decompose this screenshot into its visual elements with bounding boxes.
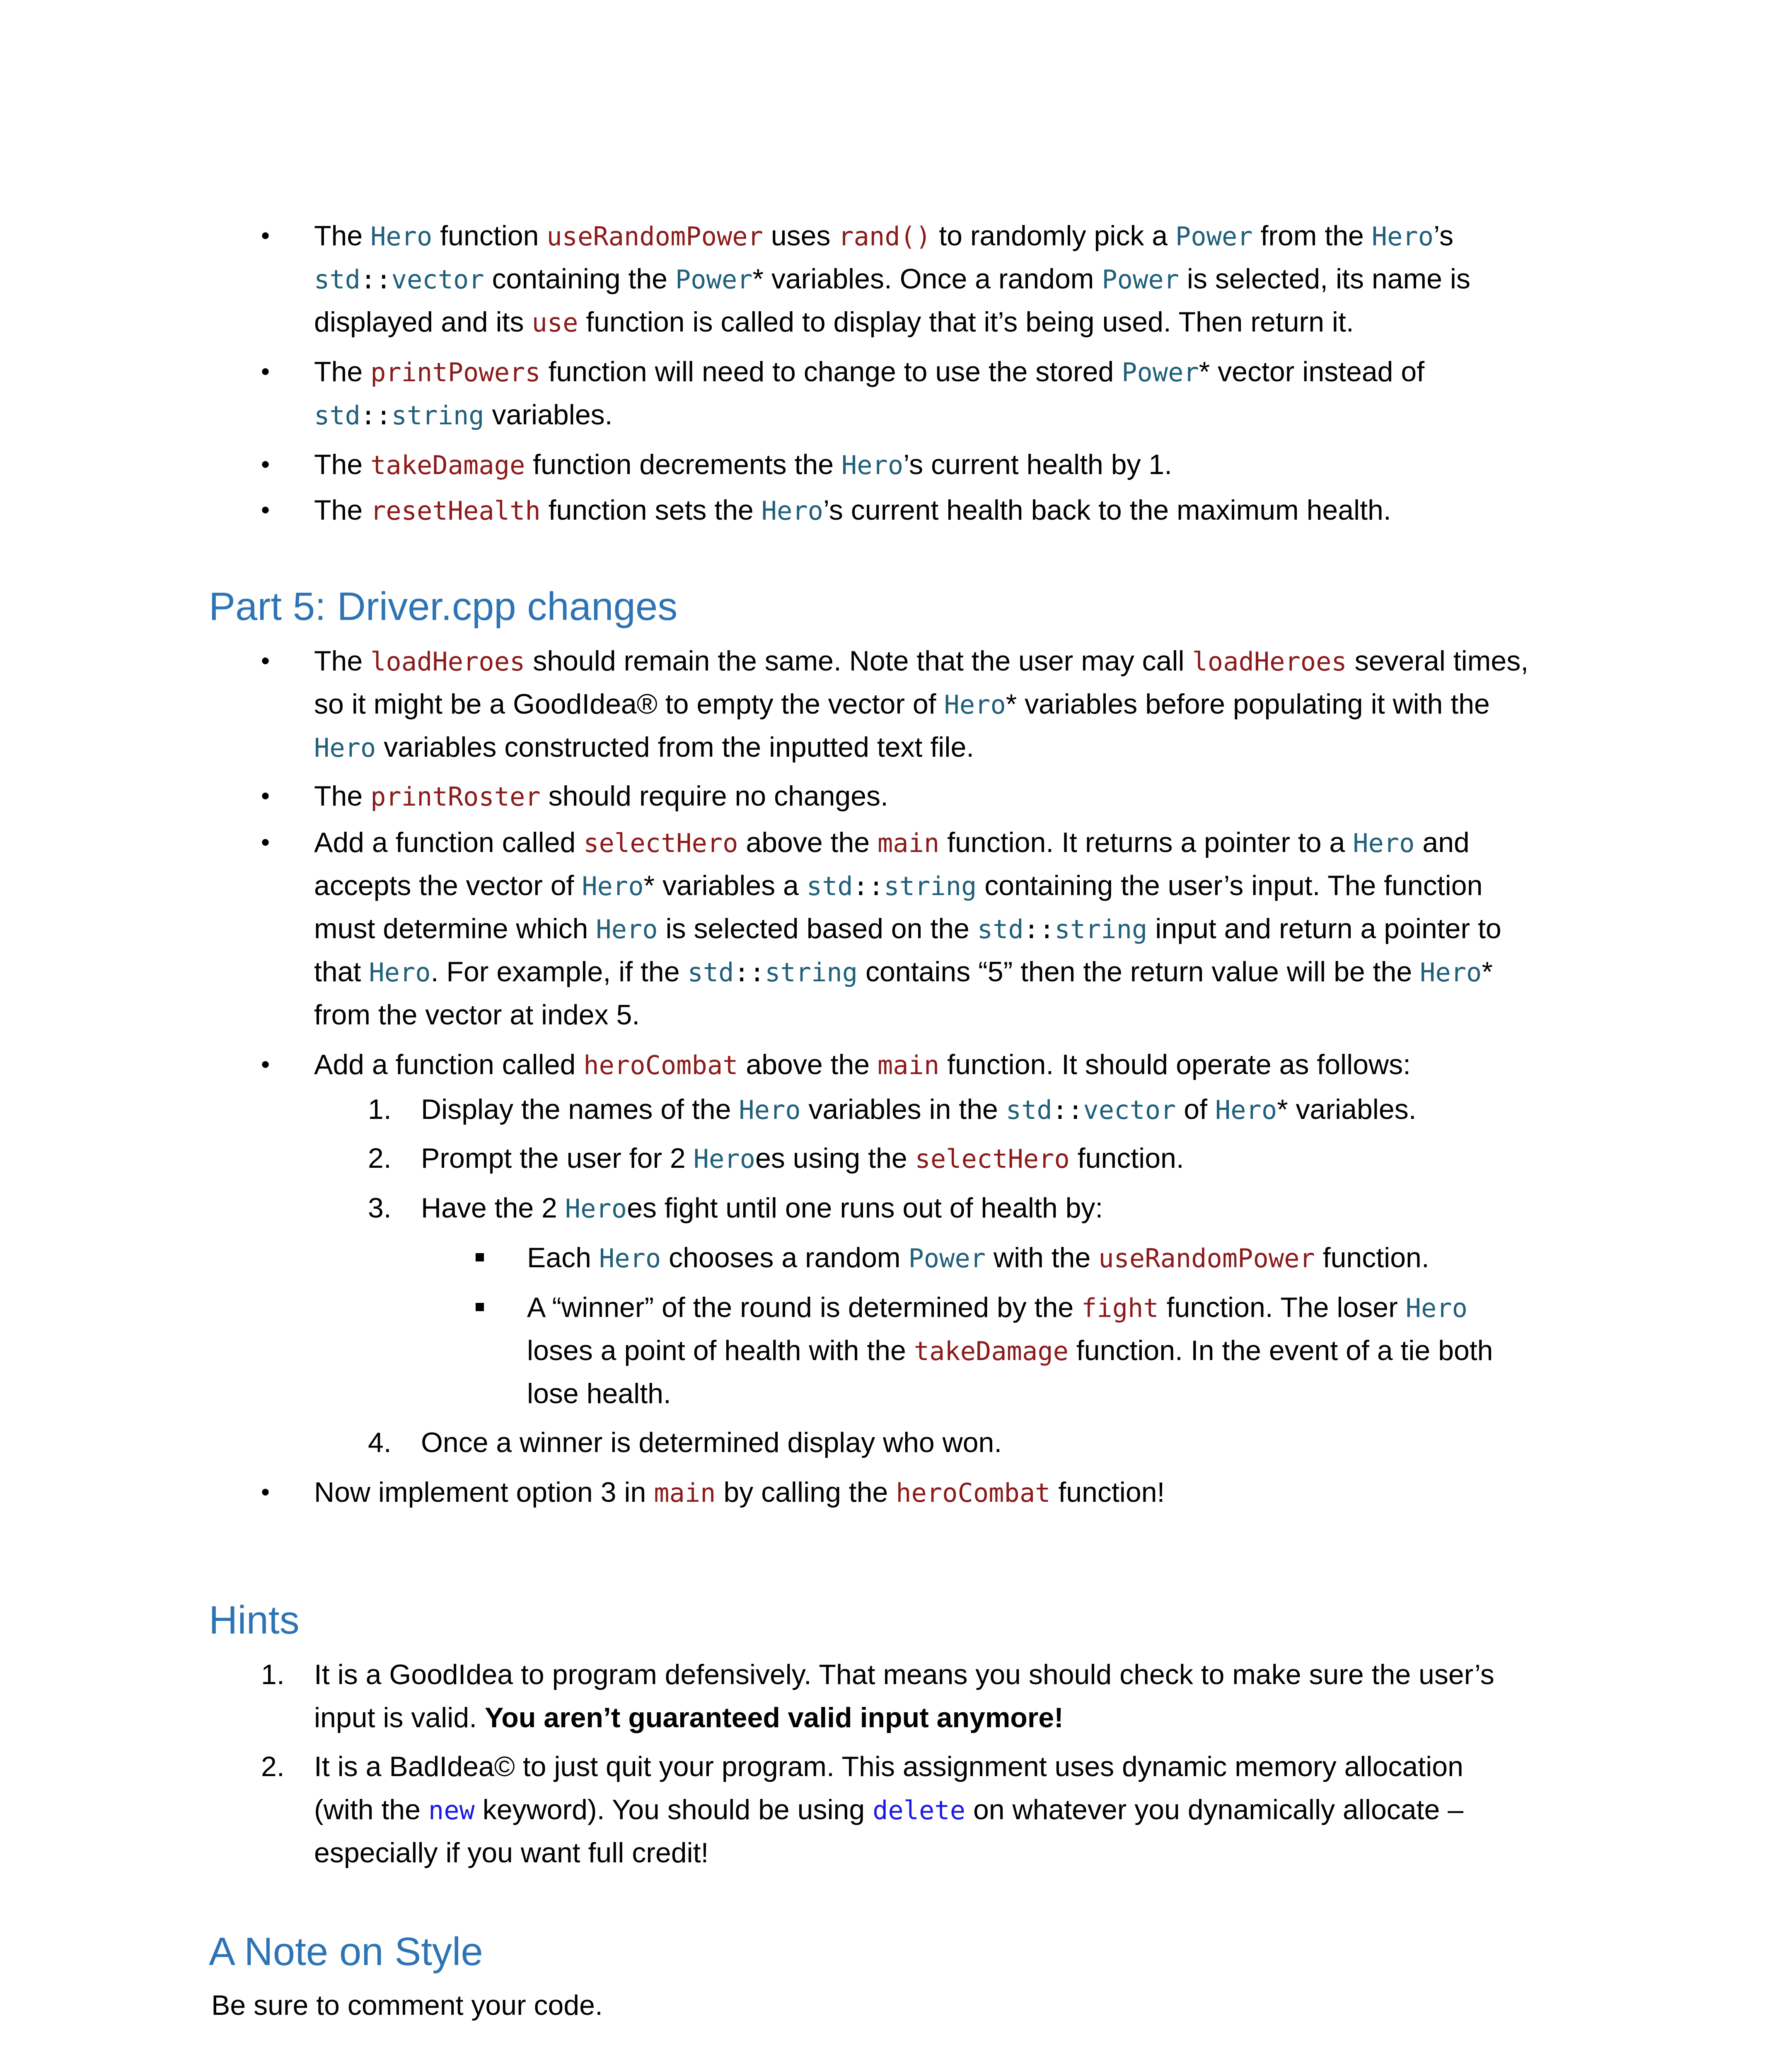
text: A “winner” of the round is determined by the xyxy=(527,1292,1082,1323)
text: Display the names of the xyxy=(421,1094,739,1125)
text: function. xyxy=(1315,1242,1429,1273)
code-function: selectHero xyxy=(583,828,738,858)
code-type: vector xyxy=(391,264,484,295)
bullet-text xyxy=(314,777,888,816)
code-function: heroCombat xyxy=(583,1050,738,1080)
code-scope: :: xyxy=(360,400,392,431)
text: function is called to display that it’s being used. Then return it. xyxy=(578,306,1354,338)
code-type: Hero xyxy=(599,1243,661,1273)
code-type: Hero xyxy=(944,690,1006,720)
text: function. It should operate as follows: xyxy=(939,1049,1411,1080)
bullet: • xyxy=(261,1478,270,1506)
text: displayed and its xyxy=(314,306,532,338)
text: function sets the xyxy=(540,494,762,526)
code-type: Hero xyxy=(841,450,904,480)
text: containing the xyxy=(484,263,675,295)
text: especially if you want full credit! xyxy=(314,1837,709,1869)
code-scope: :: xyxy=(734,957,765,988)
text: that xyxy=(314,956,369,988)
text: above the xyxy=(738,1049,878,1080)
hint-text xyxy=(314,1834,708,1871)
bullet: • xyxy=(261,358,270,385)
text: It is a GoodIdea to program defensively. That means you should check to make sure the user’s xyxy=(314,1659,1494,1690)
code-scope: :: xyxy=(853,871,884,901)
text: Prompt the user for 2 xyxy=(421,1143,694,1174)
code-function: selectHero xyxy=(915,1144,1070,1174)
step-number: 4. xyxy=(368,1427,392,1458)
text: * variables. xyxy=(1277,1094,1417,1125)
text: es using the xyxy=(755,1143,915,1174)
square-bullet xyxy=(476,1303,484,1311)
bullet-text xyxy=(314,867,1482,905)
text: The xyxy=(314,780,371,812)
text: accepts the vector of xyxy=(314,870,582,901)
code-keyword: new xyxy=(428,1795,475,1825)
text: Once a winner is determined display who won. xyxy=(421,1427,1002,1458)
text: Now implement option 3 in xyxy=(314,1477,654,1508)
code-type: Hero xyxy=(369,957,431,988)
bullet-text xyxy=(314,953,1493,991)
code-function: rand() xyxy=(838,221,931,252)
bullet-text xyxy=(314,642,1528,680)
text: * vector instead of xyxy=(1199,356,1425,387)
text: containing the user’s input. The function xyxy=(977,870,1483,901)
step-text xyxy=(421,1424,1002,1461)
bold-warning: You aren’t guaranteed valid input anymore! xyxy=(484,1702,1064,1733)
text: above the xyxy=(738,827,878,858)
hint-number: 1. xyxy=(261,1659,285,1690)
code-function: loadHeroes xyxy=(370,646,525,677)
text: and xyxy=(1414,827,1470,858)
text: function. xyxy=(1069,1143,1184,1174)
code-function: useRandomPower xyxy=(1098,1243,1315,1273)
code-keyword: delete xyxy=(873,1795,966,1825)
text: ’s xyxy=(1434,220,1453,252)
bullet: • xyxy=(261,647,270,675)
code-type: std xyxy=(1006,1095,1052,1125)
code-function: heroCombat xyxy=(896,1478,1051,1508)
step-text xyxy=(421,1140,1184,1178)
square-bullet xyxy=(476,1253,484,1261)
code-type: std xyxy=(314,264,360,295)
bullet-text xyxy=(314,1474,1165,1512)
text: is selected based on the xyxy=(658,913,977,944)
code-type: Hero xyxy=(1215,1095,1277,1125)
code-type: std xyxy=(687,957,734,988)
code-type: std xyxy=(977,914,1024,944)
code-type: Hero xyxy=(1420,957,1482,988)
text: function! xyxy=(1050,1477,1165,1508)
hint-text xyxy=(314,1656,1494,1693)
bullet-text xyxy=(314,217,1453,255)
text: by calling the xyxy=(716,1477,896,1508)
code-function: loadHeroes xyxy=(1192,646,1347,677)
text: variables constructed from the inputted text file. xyxy=(376,731,974,763)
step-number: 2. xyxy=(368,1143,392,1174)
bullet-text xyxy=(314,685,1490,724)
text: ’s current health back to the maximum health. xyxy=(823,494,1391,526)
text: function. It returns a pointer to a xyxy=(939,827,1353,858)
hint-number: 2. xyxy=(261,1751,285,1782)
text: chooses a random xyxy=(661,1242,909,1273)
code-type: Hero xyxy=(565,1193,627,1224)
hint-text xyxy=(314,1791,1463,1829)
code-scope: :: xyxy=(360,264,392,295)
code-type: string xyxy=(1054,914,1148,944)
section-heading: A Note on Style xyxy=(209,1929,483,1974)
code-function: main xyxy=(877,1050,940,1080)
text: Add a function called xyxy=(314,827,584,858)
text: Add a function called xyxy=(314,1049,584,1080)
code-type: Hero xyxy=(370,221,433,252)
text: to randomly pick a xyxy=(931,220,1175,252)
code-type: string xyxy=(765,957,858,988)
text: The xyxy=(314,356,371,387)
code-type: Hero xyxy=(761,496,823,526)
code-type: vector xyxy=(1083,1095,1176,1125)
code-scope: :: xyxy=(1023,914,1055,944)
text: on whatever you dynamically allocate – xyxy=(965,1794,1464,1825)
code-scope: :: xyxy=(1052,1095,1083,1125)
text: function xyxy=(432,220,547,252)
text: It is a BadIdea© to just quit your program. This assignment uses dynamic memory allocation xyxy=(314,1751,1463,1782)
code-type: Hero xyxy=(596,914,658,944)
step-number: 3. xyxy=(368,1192,392,1224)
step-text xyxy=(421,1189,1103,1227)
hint-text xyxy=(314,1748,1463,1785)
code-type: std xyxy=(314,400,360,431)
code-type: Power xyxy=(675,264,753,295)
code-function: main xyxy=(877,828,940,858)
text: function will need to change to use the stored xyxy=(540,356,1122,387)
bullet-text xyxy=(314,353,1424,391)
text: of xyxy=(1176,1094,1215,1125)
section-heading: Part 5: Driver.cpp changes xyxy=(209,584,678,629)
text: loses a point of health with the xyxy=(527,1335,914,1366)
text: . For example, if the xyxy=(430,956,688,988)
text: should require no changes. xyxy=(540,780,888,812)
code-type: Hero xyxy=(1405,1293,1467,1323)
bullet-text xyxy=(314,996,640,1034)
sub-step-text xyxy=(527,1289,1467,1327)
bullet-text xyxy=(314,491,1391,530)
bullet-text xyxy=(314,396,613,434)
code-function: printRoster xyxy=(370,782,541,812)
bullet: • xyxy=(261,222,270,249)
code-type: string xyxy=(884,871,977,901)
text: is selected, its name is xyxy=(1179,263,1470,295)
code-type: Hero xyxy=(314,733,376,763)
code-type: Power xyxy=(1102,264,1179,295)
section-heading: Hints xyxy=(209,1598,300,1642)
bullet: • xyxy=(261,828,270,856)
bullet: • xyxy=(261,782,270,810)
code-type: Hero xyxy=(739,1095,801,1125)
code-function: fight xyxy=(1081,1293,1159,1323)
bullet-text xyxy=(314,910,1501,948)
code-type: Power xyxy=(908,1243,986,1273)
text: should remain the same. Note that the user may call xyxy=(525,645,1192,677)
text: uses xyxy=(763,220,839,252)
text: * variables a xyxy=(643,870,807,901)
code-type: Hero xyxy=(582,871,644,901)
text: ’s current health by 1. xyxy=(903,449,1173,480)
code-type: std xyxy=(806,871,853,901)
text: * xyxy=(1482,956,1493,988)
sub-step-text xyxy=(527,1375,671,1412)
text: The xyxy=(314,494,371,526)
text: Have the 2 xyxy=(421,1192,565,1224)
bullet-text xyxy=(314,303,1354,341)
bullet-text xyxy=(314,446,1172,484)
bullet-text xyxy=(314,260,1470,298)
text: es fight until one runs out of health by: xyxy=(627,1192,1103,1224)
code-function: resetHealth xyxy=(370,496,541,526)
code-function: printPowers xyxy=(370,357,541,387)
text: The xyxy=(314,449,371,480)
code-type: Hero xyxy=(1353,828,1415,858)
code-type: Hero xyxy=(693,1144,755,1174)
text: from the xyxy=(1252,220,1372,252)
code-type: Power xyxy=(1122,357,1199,387)
code-function: use xyxy=(532,307,578,338)
text: with the xyxy=(986,1242,1099,1273)
text: variables. xyxy=(484,399,613,431)
step-text xyxy=(421,1091,1417,1129)
code-function: takeDamage xyxy=(370,450,525,480)
text: input is valid. xyxy=(314,1702,485,1733)
text: lose health. xyxy=(527,1378,671,1409)
text: function. In the event of a tie both xyxy=(1069,1335,1493,1366)
sub-step-text xyxy=(527,1332,1493,1370)
code-function: main xyxy=(654,1478,716,1508)
code-type: Power xyxy=(1175,221,1253,252)
text: * variables before populating it with the xyxy=(1006,688,1490,720)
code-type: Hero xyxy=(1371,221,1434,252)
bullet-text xyxy=(314,1046,1411,1084)
hint-text xyxy=(314,1699,1064,1736)
text: Each xyxy=(527,1242,599,1273)
style-note-text: Be sure to comment your code. xyxy=(211,1990,603,2021)
text: The xyxy=(314,220,371,252)
text: so it might be a GoodIdea® to empty the vector of xyxy=(314,688,944,720)
step-number: 1. xyxy=(368,1094,392,1125)
text: function decrements the xyxy=(525,449,841,480)
text: contains “5” then the return value will be the xyxy=(858,956,1420,988)
text: variables in the xyxy=(800,1094,1006,1125)
code-type: string xyxy=(391,400,484,431)
code-function: useRandomPower xyxy=(546,221,763,252)
text: keyword). You should be using xyxy=(474,1794,873,1825)
text: from the vector at index 5. xyxy=(314,999,640,1031)
text: input and return a pointer to xyxy=(1147,913,1501,944)
sub-step-text xyxy=(527,1239,1429,1277)
text: function. The loser xyxy=(1158,1292,1406,1323)
bullet-text xyxy=(314,729,974,767)
text: (with the xyxy=(314,1794,428,1825)
bullet: • xyxy=(261,450,270,478)
text: must determine which xyxy=(314,913,596,944)
bullet: • xyxy=(261,1051,270,1078)
text: several times, xyxy=(1347,645,1529,677)
text: * variables. Once a random xyxy=(752,263,1102,295)
bullet-text xyxy=(314,824,1470,862)
code-function: takeDamage xyxy=(914,1336,1069,1366)
bullet: • xyxy=(261,496,270,524)
text: The xyxy=(314,645,371,677)
